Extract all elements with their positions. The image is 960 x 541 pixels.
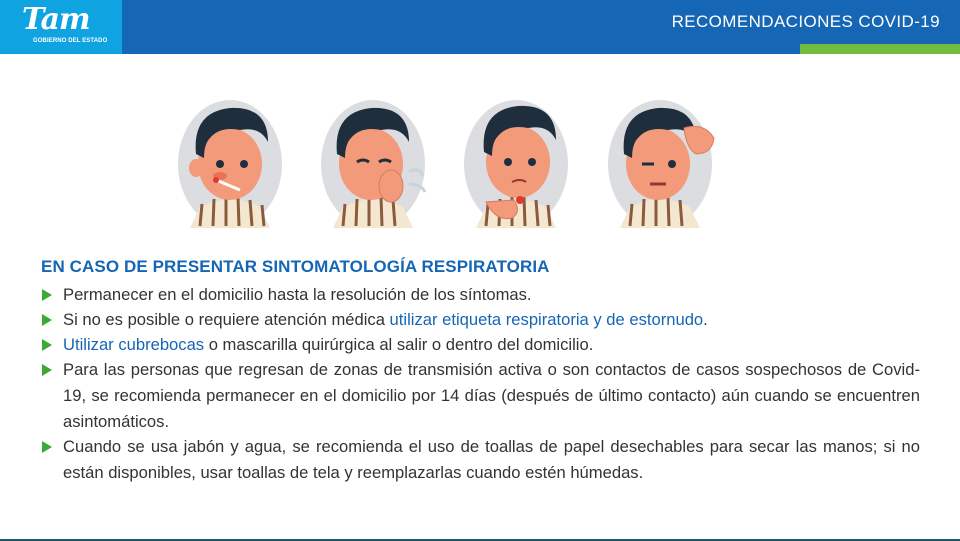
- bullet-triangle-icon: [42, 364, 52, 376]
- bullet-text: Para las personas que regresan de zonas de transmisión activa o son contactos de casos sospechosos de Covid-19, se recomienda permanecer en el domicilio por 14 días (después de último contacto) aún cuando se encuentren asintomáticos.: [63, 360, 920, 431]
- green-accent-bar: [800, 44, 960, 54]
- page-title: RECOMENDACIONES COVID-19: [671, 12, 940, 31]
- list-item: [40, 357, 920, 435]
- sore-throat-face-icon: [456, 92, 576, 232]
- bullet-triangle-icon: [42, 441, 52, 453]
- recommendations-list: [40, 282, 920, 486]
- bullet-text-end: .: [703, 310, 708, 329]
- list-item: [40, 434, 920, 486]
- logo: [0, 0, 122, 54]
- headache-face-icon: [600, 92, 720, 232]
- coughing-face-icon: [313, 92, 433, 232]
- header-bar: [0, 0, 960, 54]
- list-item: [40, 282, 920, 308]
- bullet-text: o mascarilla quirúrgica al salir o dentro del domicilio.: [204, 335, 594, 354]
- fever-thermometer-face-icon: [170, 92, 290, 232]
- bullet-triangle-icon: [42, 289, 52, 301]
- bullet-highlight: utilizar etiqueta respiratoria y de estornudo: [389, 310, 704, 329]
- list-item: [40, 332, 920, 358]
- logo-wordmark: Tam: [22, 2, 90, 37]
- bullet-highlight: Utilizar cubrebocas: [63, 335, 205, 354]
- bullet-text: Si no es posible o requiere atención médica: [63, 310, 390, 329]
- section-heading: EN CASO DE PRESENTAR SINTOMATOLOGÍA RESPIRATORIA: [41, 257, 550, 276]
- bullet-text: Permanecer en el domicilio hasta la resolución de los síntomas.: [63, 285, 532, 304]
- bullet-text: Cuando se usa jabón y agua, se recomienda el uso de toallas de papel desechables para secar las manos; si no están disponibles, usar toallas de tela y reemplazarlas cuando estén húmedas.: [63, 437, 920, 482]
- list-item: [40, 307, 920, 333]
- bullet-triangle-icon: [42, 314, 52, 326]
- logo-subtitle: GOBIERNO DEL ESTADO: [33, 38, 108, 44]
- bullet-triangle-icon: [42, 339, 52, 351]
